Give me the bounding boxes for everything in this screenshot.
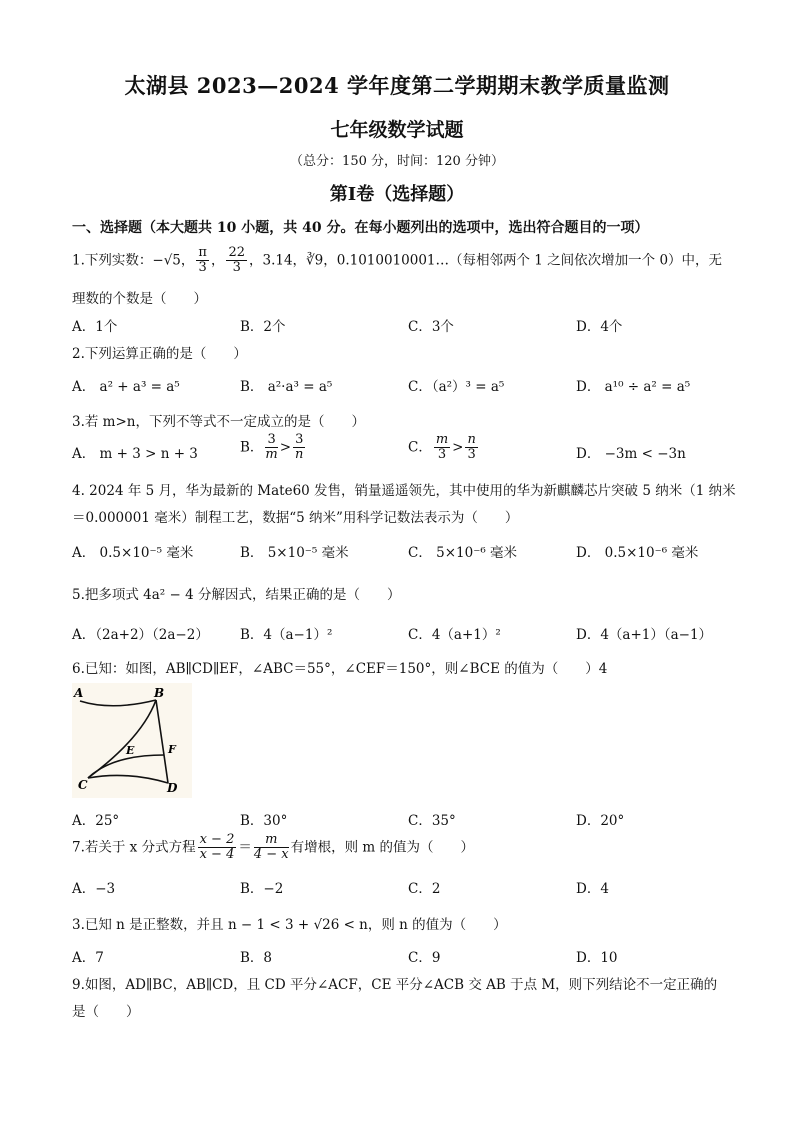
fig-label-b: B [154, 686, 165, 700]
q1-frac-pi [196, 246, 209, 276]
q5-stem: 5.把多项式 4a² − 4 分解因式，结果正确的是（ ） [72, 587, 401, 603]
q3-option-d[interactable]: D． −3m < −3n [576, 446, 686, 462]
q1-frac-pi-den: 3 [198, 260, 207, 276]
q8-stem: 3.已知 n 是正整数，并且 n − 1 < 3 + √26 < n，则 n 的值为（ ） [72, 917, 507, 933]
q6-option-a[interactable]: A．25° [72, 813, 120, 829]
exam-subtitle: 七年级数学试题 [330, 119, 464, 141]
q7-option-d[interactable]: D．4 [576, 881, 609, 897]
q7-pre: 7.若关于 x 分式方程 [72, 839, 196, 856]
q1-line2: 理数的个数是（ ） [72, 291, 207, 307]
section-title: 第Ⅰ卷（选择题） [329, 184, 465, 205]
q8-option-d[interactable]: D．10 [576, 950, 618, 966]
fig-label-c: C [78, 778, 88, 792]
fig-label-e: E [126, 744, 135, 757]
q1-frac-22-den: 3 [232, 260, 241, 276]
q7-option-b[interactable]: B．−2 [240, 881, 284, 897]
q1-option-d[interactable]: D．4个 [576, 319, 623, 335]
q8-option-b[interactable]: B．8 [240, 950, 273, 966]
q9-line2: 是（ ） [72, 1004, 140, 1020]
part-heading: 一、选择题（本大题共 10 小题，共 40 分。在每小题列出的选项中，选出符合题目的一项） [72, 220, 649, 236]
q3-b-right-den: n [295, 447, 304, 463]
q4-option-b[interactable]: B． 5×10⁻⁵ 毫米 [240, 545, 349, 561]
q7-right-frac [254, 833, 289, 863]
q2-option-d[interactable]: D． a¹⁰ ÷ a² = a⁵ [576, 379, 691, 395]
q7-left-frac [198, 833, 237, 863]
q4-line1: 4. 2024 年 5 月，华为最新的 Mate60 发售，销量遥遥领先，其中使用的华为新麒麟芯片突破 5 纳米（1 纳米 [72, 483, 736, 499]
q6-stem: 6.已知：如图，AB∥CD∥EF，∠ABC＝55°，∠CEF＝150°，则∠BCE 的值为（ ）4 [72, 661, 608, 677]
q1-option-b[interactable]: B．2个 [240, 319, 286, 335]
q7-right-den: 4 − x [253, 847, 289, 863]
q7-eq: ＝ [238, 839, 252, 856]
q2-option-a[interactable]: A． a² + a³ = a⁵ [72, 379, 180, 395]
q7-left-den: x − 4 [199, 847, 235, 863]
q1-line1 [72, 246, 722, 276]
fig-label-d: D [167, 781, 178, 795]
q7-right-num: m [254, 833, 289, 848]
q4-option-c[interactable]: C． 5×10⁻⁶ 毫米 [408, 545, 518, 561]
q5-option-b[interactable]: B．4（a−1）² [240, 627, 333, 643]
q3-b-right-frac [293, 433, 305, 463]
q1-text-a: 1.下列实数：−√5， [72, 252, 195, 269]
q7-post: 有增根，则 m 的值为（ ） [290, 839, 474, 856]
q1-frac-22 [226, 246, 247, 276]
q5-option-c[interactable]: C．4（a+1）² [408, 627, 501, 643]
q7-stem [72, 833, 474, 863]
q3-c-right-num: n [467, 432, 476, 447]
q2-option-b[interactable]: B． a²·a³ = a⁵ [240, 379, 333, 395]
q3-c-gt: > [452, 439, 464, 456]
q3-c-left-num: m [435, 432, 449, 447]
exam-meta: （总分：150 分，时间：120 分钟） [290, 154, 504, 169]
q3-option-c-label: C． [408, 439, 432, 456]
q4-option-a[interactable]: A． 0.5×10⁻⁵ 毫米 [72, 545, 194, 561]
q3-option-a[interactable]: A． m + 3 > n + 3 [72, 446, 198, 462]
q5-option-a[interactable]: A．（2a+2）（2a−2） [72, 627, 209, 643]
q3-option-c[interactable] [408, 433, 480, 463]
q7-option-c[interactable]: C．2 [408, 881, 441, 897]
q5-option-d[interactable]: D．4（a+1）（a−1） [576, 627, 713, 643]
q8-option-c[interactable]: C．9 [408, 950, 441, 966]
q3-c-left-den: 3 [437, 447, 447, 463]
q7-option-a[interactable]: A．−3 [72, 881, 116, 897]
q6-option-b[interactable]: B．30° [240, 813, 288, 829]
q1-sep: ， [210, 252, 225, 269]
q2-stem: 2.下列运算正确的是（ ） [72, 346, 247, 362]
q3-b-left-den: m [265, 447, 278, 463]
q2-option-c[interactable]: C．（a²）³ = a⁵ [408, 379, 505, 395]
fig-label-f: F [168, 743, 176, 756]
q3-b-gt: > [279, 439, 292, 456]
q4-line2: ＝0.000001 毫米）制程工艺，数据“5 纳米”用科学记数法表示为（ ） [72, 510, 519, 526]
q7-left-num: x − 2 [199, 832, 235, 847]
fig-label-a: A [74, 686, 84, 700]
q3-option-b[interactable] [240, 433, 307, 463]
q8-option-a[interactable]: A．7 [72, 950, 104, 966]
q1-frac-pi-num: π [198, 245, 207, 260]
q9-line1: 9.如图，AD∥BC，AB∥CD，且 CD 平分∠ACF，CE 平分∠ACB 交 AB 于点 M，则下列结论不一定正确的 [72, 977, 718, 993]
exam-title: 太湖县 2023—2024 学年度第二学期期末教学质量监测 [124, 73, 670, 98]
q3-option-b-label: B． [240, 439, 264, 456]
q1-option-a[interactable]: A．1个 [72, 319, 118, 335]
q4-option-d[interactable]: D． 0.5×10⁻⁶ 毫米 [576, 545, 699, 561]
q1-frac-22-num: 22 [228, 245, 245, 260]
q3-c-left-frac [434, 433, 450, 463]
q3-b-right-num: 3 [295, 432, 304, 447]
q6-option-c[interactable]: C．35° [408, 813, 456, 829]
q1-text-b: ，3.14，∛9，0.1010010001…（每相邻两个 1 之间依次增加一个 0）中，无 [248, 252, 723, 269]
q3-stem: 3.若 m>n，下列不等式不一定成立的是（ ） [72, 414, 365, 430]
q3-c-right-den: 3 [467, 447, 476, 463]
q3-b-left-frac [265, 433, 277, 463]
q6-option-d[interactable]: D．20° [576, 813, 625, 829]
q6-figure [72, 683, 192, 798]
q3-c-right-frac [465, 433, 477, 463]
q3-b-left-num: 3 [265, 433, 277, 448]
q1-option-c[interactable]: C．3个 [408, 319, 454, 335]
